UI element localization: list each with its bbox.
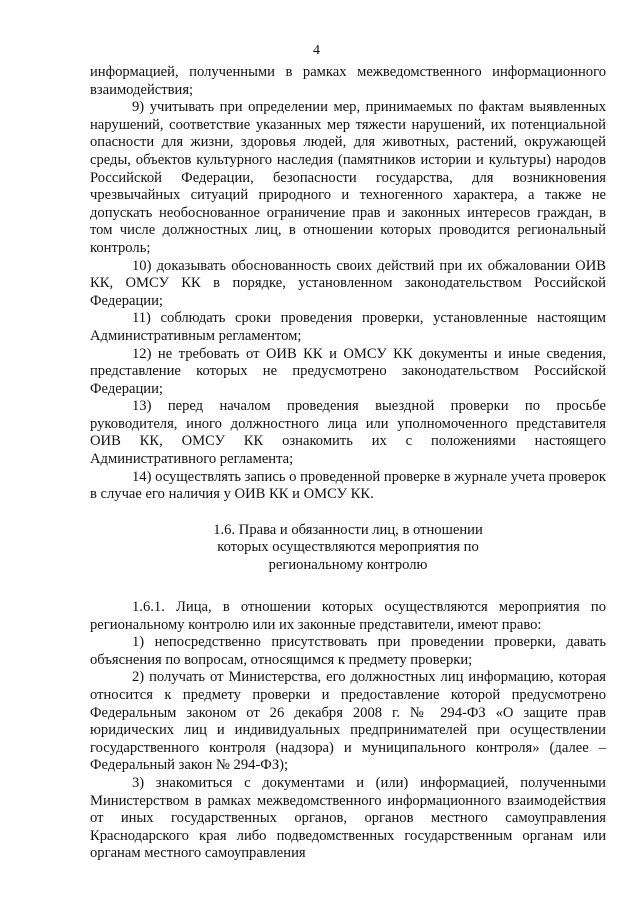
paragraph-item-14: 14) осуществлять запись о проведенной проверке в журнале учета проверок в случае его наличия у ОИВ КК и ОМСУ КК. [90,468,606,503]
paragraph-item-10: 10) доказывать обоснованность своих действий при их обжаловании ОИВ КК, ОМСУ КК в порядке, установленном законодательством Российской Федерации; [90,257,606,309]
paragraph-item-11: 11) соблюдать сроки проведения проверки, установленные настоящим Административным регламентом; [90,310,606,344]
paragraph-right-1: 1) непосредственно присутствовать при проведении проверки, давать объяснения по вопросам, относящимся к предмету проверки; [90,634,606,668]
section-heading-line-2: которых осуществляются мероприятия по [217,539,479,556]
section-heading-line-3: региональному контролю [268,556,428,573]
paragraph-1-6-1: 1.6.1. Лица, в отношении которых осуществляются мероприятия по региональному контролю или их законные представители, имеют право: [90,599,606,633]
document-body [90,64,606,863]
section-heading-line-1: 1.6. Права и обязанности лиц, в отношении [213,521,483,538]
paragraph-right-3: 3) знакомиться с документами и (или) информацией, полученными Министерством в рамках межведомственного информационного взаимодействия от иных государственных органов, органов местного самоуправления Краснодарского края либо подведомственных государственным органам или органам местного самоуправления [90,775,606,862]
paragraph-right-2: 2) получать от Министерства, его должностных лиц информацию, которая относится к предмету проверки и предоставление которой предусмотрено Федеральным законом от 26 декабря 2008 г. № 294-ФЗ «О защите прав юридических лиц и индивидуальных предпринимателей при осуществлении государственного контроля (надзора) и муниципального контроля» (далее – Федеральный закон № 294-ФЗ); [90,669,606,774]
paragraph-item-9: 9) учитывать при определении мер, принимаемых по фактам выявленных нарушений, соответствие указанных мер тяжести нарушений, их потенциальной опасности для жизни, здоровья людей, для животных, растений, окружающей среды, объектов культурного наследия (памятников истории и культуры) народов Российской Федерации, безопасности государства, для возникновения чрезвычайных ситуаций природного и техногенного характера, а также не допускать необоснованное ограничение прав и законных интересов граждан, в том числе должностных лиц, в отношении которых проводится региональный контроль; [90,99,606,256]
section-heading [90,522,606,574]
paragraph-item-13: 13) перед началом проведения выездной проверки по просьбе руководителя, иного должностного лица или уполномоченного представителя ОИВ КК, ОМСУ КК ознакомить их с положениями настоящего Административного регламента; [90,398,606,468]
page-number: 4 [313,43,320,58]
paragraph-item-12: 12) не требовать от ОИВ КК и ОМСУ КК документы и иные сведения, представление которых не предусмотрено законодательством Российской Федерации; [90,345,606,397]
paragraph-continuation: информацией, полученными в рамках межведомственного информационного взаимодействия; [90,64,606,98]
